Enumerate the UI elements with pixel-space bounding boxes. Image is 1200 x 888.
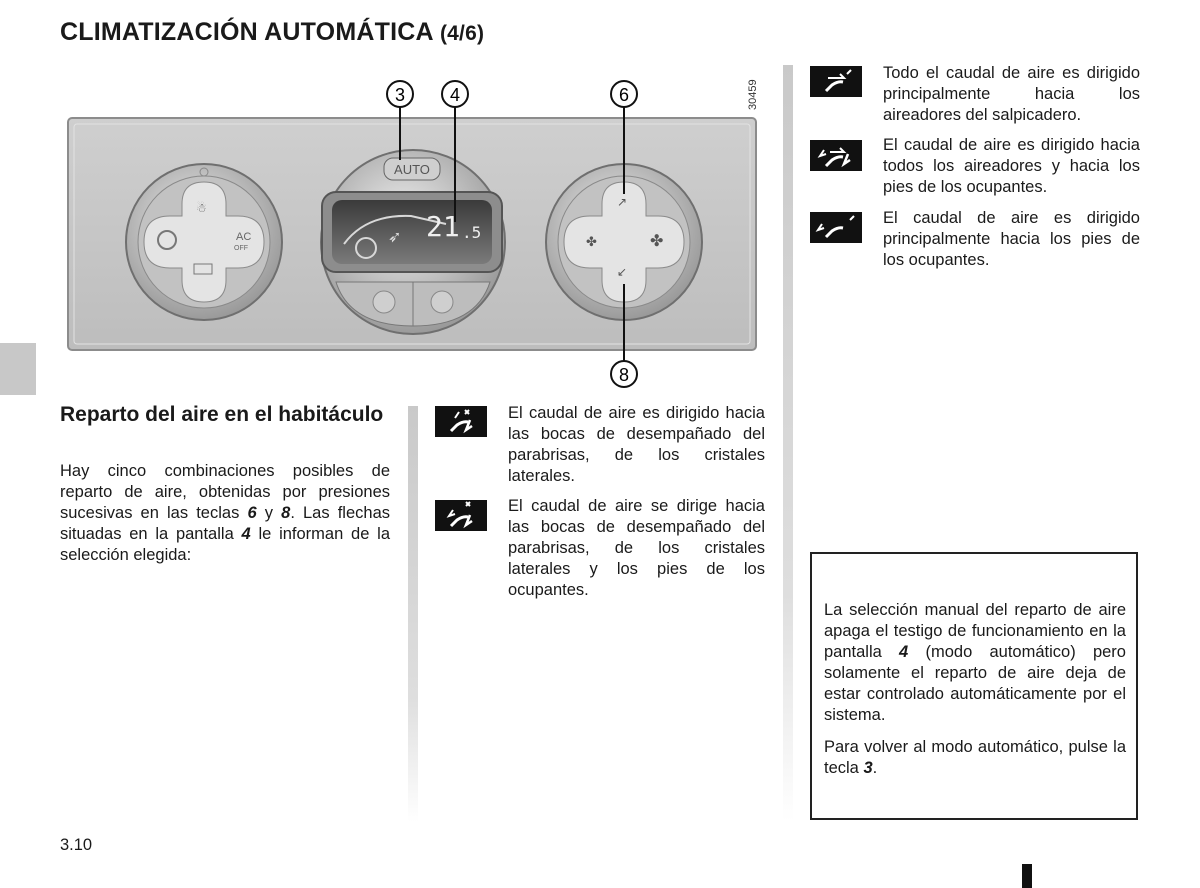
intro-paragraph <box>60 461 390 566</box>
section-heading: Reparto del aire en el habitáculo <box>60 403 384 426</box>
callout-3 <box>387 81 413 107</box>
mode-paragraph <box>810 135 1140 198</box>
key-ref: 8 <box>281 504 291 522</box>
mode-text: Todo el caudal de aire es dirigido principalmente hacia los aireadores del salpicadero. <box>883 64 1140 124</box>
display-temperature-decimal: .5 <box>462 223 482 242</box>
note-text: La selección manual del reparto de aire apaga el testigo de funcionamiento en la pantalla <box>824 601 1126 661</box>
mode-paragraph <box>435 496 765 601</box>
key-ref: 3 <box>863 759 873 777</box>
title-part: (4/6) <box>439 22 485 45</box>
svg-text:✤: ✤ <box>586 235 597 250</box>
key-ref: 6 <box>247 504 257 522</box>
figure-ref-code: 30459 <box>747 79 759 110</box>
note-text: . <box>872 759 878 777</box>
note-box <box>810 552 1138 820</box>
mode-text: El caudal de aire es dirigido principalmente hacia los pies de los ocupantes. <box>883 209 1140 269</box>
control-panel-illustration <box>66 64 762 390</box>
callout-6-label: 6 <box>618 85 630 105</box>
center-display-unit <box>321 150 505 334</box>
intro-text: le informan de la selección elegida: <box>60 525 390 564</box>
note-text: (modo automático) pero solamente el reparto de aire deja de estar controlado automáticamente por el sistema. <box>824 643 1126 724</box>
display-temperature: 21 <box>426 210 460 243</box>
mode-text: El caudal de aire es dirigido hacia todos los aireadores y hacia los pies de los ocupantes. <box>883 136 1140 196</box>
note-paragraph <box>824 737 1126 779</box>
mode-text: El caudal de aire se dirige hacia las bocas de desempañado del parabrisas, de los cristales laterales y los pies de los ocupantes. <box>508 497 765 599</box>
key-ref: 4 <box>241 525 251 543</box>
page-title <box>60 18 484 47</box>
note-paragraph <box>824 600 1126 726</box>
mode-paragraph <box>810 208 1140 271</box>
mode-paragraph <box>435 403 765 487</box>
mode-paragraph <box>810 63 1140 126</box>
page-edge-marker <box>1022 864 1032 888</box>
off-label: OFF <box>234 245 248 252</box>
callout-8 <box>611 361 637 387</box>
svg-text:➶: ➶ <box>388 227 402 246</box>
title-main: CLIMATIZACIÓN AUTOMÁTICA <box>60 18 433 46</box>
key-ref: 4 <box>899 643 909 661</box>
svg-text:☃: ☃ <box>196 201 207 215</box>
callout-6 <box>611 81 637 107</box>
callout-4-label: 4 <box>449 85 461 105</box>
svg-text:↗: ↗ <box>617 195 628 209</box>
column-divider <box>783 65 793 821</box>
callout-3-label: 3 <box>394 85 406 105</box>
svg-text:↙: ↙ <box>617 265 628 279</box>
mode-text: El caudal de aire es dirigido hacia las bocas de desempañado del parabrisas, de los cristales laterales. <box>508 404 765 485</box>
callout-8-label: 8 <box>618 365 630 385</box>
column-divider <box>408 406 418 822</box>
page-number: 3.10 <box>60 836 93 854</box>
svg-text:✤: ✤ <box>650 231 664 250</box>
chapter-tab <box>0 343 36 395</box>
callout-4 <box>442 81 468 107</box>
intro-text: . Las flechas situadas en la pantalla <box>60 504 391 543</box>
left-control-knob <box>126 164 282 320</box>
intro-text: Hay cinco combinaciones posibles de reparto de aire, obtenidas por presiones sucesivas en las teclas <box>60 462 390 522</box>
note-text: Para volver al modo automático, pulse la tecla <box>824 738 1126 777</box>
auto-button-label: AUTO <box>394 162 430 177</box>
intro-text: y <box>256 504 282 522</box>
ac-label: AC <box>236 231 252 243</box>
